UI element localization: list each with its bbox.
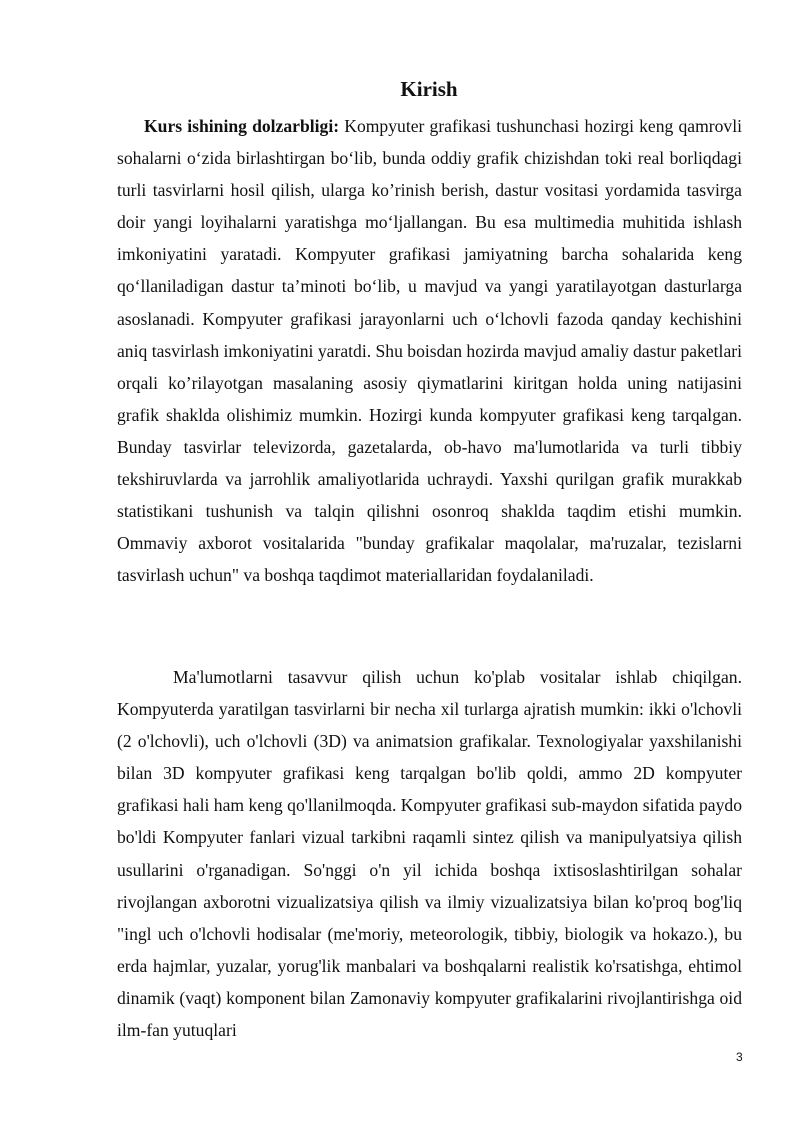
page-number: 3 xyxy=(736,1050,743,1064)
paragraph-lead: Kurs ishining dolzarbligi: xyxy=(144,116,340,136)
paragraph-text: Ma'lumotlarni tasavvur qilish uchun ko'plab vositalar ishlab chiqilgan. Kompyuterda yaratilgan tasvirlarni bir necha xil turlarga ajratish mumkin: ikki o'lchovli (2 o'lchovli), uch o'lchovli (3D) va animatsion grafikalar. Texnologiyalar yaxshilanishi bilan 3D kompyuter grafikasi keng tarqalgan bo'lib qoldi, ammo 2D kompyuter grafikasi hali ham keng qo'llanilmoqda. Kompyuter grafikasi sub-maydon sifatida paydo bo'ldi Kompyuter fanlari vizual tarkibni raqamli sintez qilish va manipulyatsiya qilish usullarini o'rganadigan. So'nggi o'n yil ichida boshqa ixtisoslashtirilgan sohalar rivojlangan axborotni vizualizatsiya qilish va ilmiy vizualizatsiya bilan ko'proq bog'liq "ingl uch o'lchovli hodisalar (me'moriy, meteorologik, tibbiy, biologik va hokazo.), bu erda hajmlar, yuzalar, yorug'lik manbalari va boshqalarni realistik ko'rsatishga, ehtimol dinamik (vaqt) komponent bilan Zamonaviy kompyuter grafikalarini rivojlantirishga oid ilm-fan yutuqlari xyxy=(117,667,742,1041)
paragraph-visualization xyxy=(117,661,742,1046)
paragraph-relevance xyxy=(117,110,742,591)
paragraph-text: Kompyuter grafikasi tushunchasi hozirgi keng qamrovli sohalarni o‘zida birlashtirgan bo‘lib, bunda oddiy grafik chizishdan toki real borliqdagi turli tasvirlarni hosil qilish, ularga ko’rinish berish, dastur vositasi yordamida tasvirga doir yangi loyihalarni yaratishga mo‘ljallangan. Bu esa multimedia muhitida ishlash imkoniyatini yaratadi. Kompyuter grafikasi jamiyatning barcha sohalarida keng qo‘llaniladigan dastur ta’minoti bo‘lib, u mavjud va yangi yaratilayotgan dasturlarga asoslanadi. Kompyuter grafikasi jarayonlarni uch o‘lchovli fazoda qanday kechishini aniq tasvirlash imkoniyatini yaratdi. Shu boisdan hozirda mavjud amaliy dastur paketlari orqali ko’rilayotgan masalaning asosiy qiymatlarini kiritgan holda uning natijasini grafik shaklda olishimiz mumkin. Hozirgi kunda kompyuter grafikasi keng tarqalgan. Bunday tasvirlar televizorda, gazetalarda, ob-havo ma'lumotlarida va turli tibbiy tekshiruvlarda va jarrohlik amaliyotlarida uchraydi. Yaxshi qurilgan grafik murakkab statistikani tushunish va talqin qilishni osonroq shaklda taqdim etishi mumkin. Ommaviy axborot vositalarida "bunday grafikalar maqolalar, ma'ruzalar, tezislarni tasvirlash uchun" va boshqa taqdimot materiallaridan foydalaniladi. xyxy=(117,116,742,586)
page-title: Kirish xyxy=(400,77,458,101)
